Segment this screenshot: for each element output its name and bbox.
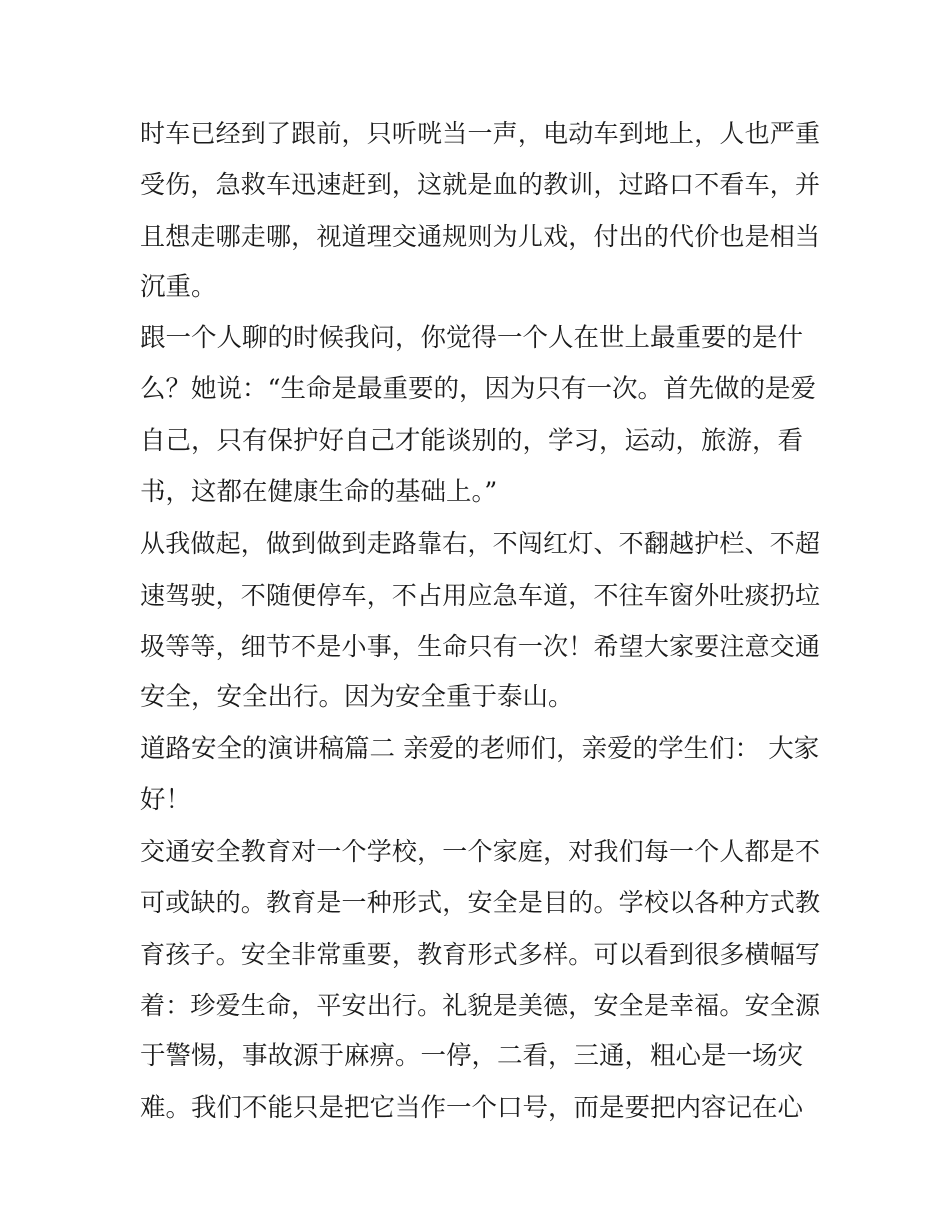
text-line: 跟一个人聊的时候我问，你觉得一个人在世上最重要的是什 bbox=[140, 323, 804, 354]
text-line: 时车已经到了跟前，只听咣当一声，电动车到地上，人也严重 bbox=[140, 119, 820, 148]
text-line: 且想走哪走哪，视道理交通规则为儿戏，付出的代价也是相当 bbox=[140, 221, 820, 251]
body-text bbox=[140, 108, 820, 1134]
text-line: 着：珍爱生命，平安出行。礼貌是美德，安全是幸福。安全源 bbox=[140, 991, 820, 1021]
text-line: 受伤，急救车迅速赶到，这就是血的教训，过路口不看车，并 bbox=[140, 170, 820, 200]
text-line: 难。我们不能只是把它当作一个口号，而是要把内容记在心 bbox=[140, 1092, 804, 1123]
text-line: 么？她说：“生命是最重要的，因为只有一次。首先做的是爱 bbox=[140, 374, 817, 405]
text-line: 从我做起，做到做到走路靠右，不闯红灯、不翻越护栏、不超 bbox=[140, 529, 820, 559]
text-line: 道路安全的演讲稿篇二 亲爱的老师们，亲爱的学生们： 大家 bbox=[140, 733, 820, 764]
text-line: 育孩子。安全非常重要，教育形式多样。可以看到很多横幅写 bbox=[140, 939, 820, 969]
text-line: 于警惕，事故源于麻痹。一停，二看，三通，粗心是一场灾 bbox=[140, 1041, 804, 1072]
text-line: 速驾驶，不随便停车，不占用应急车道，不往车窗外吐痰扔垃 bbox=[140, 580, 820, 610]
text-line: 交通安全教育对一个学校，一个家庭，对我们每一个人都是不 bbox=[140, 837, 820, 867]
text-line: 可或缺的。教育是一种形式，安全是目的。学校以各种方式教 bbox=[140, 888, 820, 918]
text-line: 圾等等，细节不是小事，生命只有一次！希望大家要注意交通 bbox=[140, 631, 820, 661]
text-line: 自己，只有保护好自己才能谈别的，学习，运动，旅游，看 bbox=[140, 425, 804, 456]
text-line: 书，这都在健康生命的基础上。” bbox=[140, 477, 498, 508]
text-line: 好！ bbox=[140, 784, 192, 815]
text-line: 沉重。 bbox=[140, 271, 217, 302]
text-line: 安全，安全出行。因为安全重于泰山。 bbox=[140, 682, 574, 713]
